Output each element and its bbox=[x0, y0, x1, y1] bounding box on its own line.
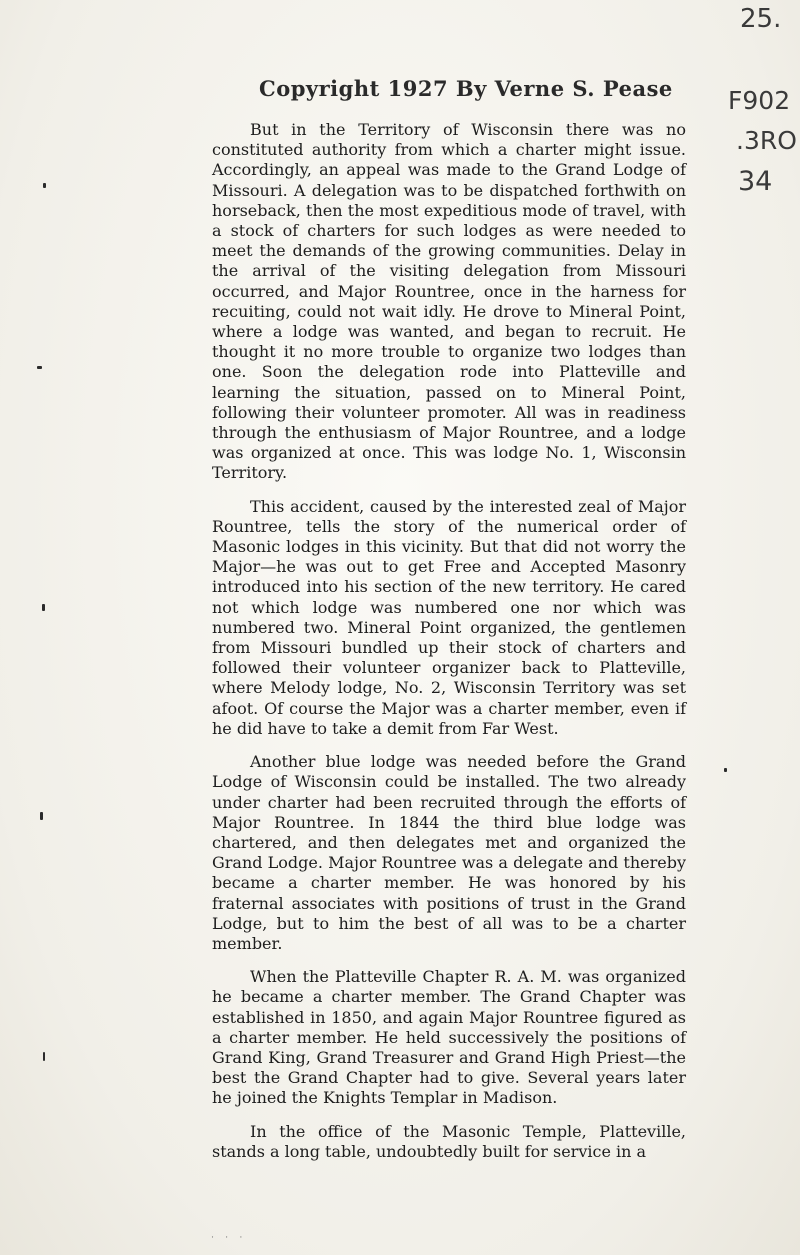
handwritten-call-number-2: .3RO bbox=[736, 126, 797, 155]
scan-speck bbox=[724, 768, 727, 772]
article-body bbox=[212, 120, 686, 1162]
handwritten-call-number-3: 34 bbox=[738, 166, 773, 197]
cut-off-line-fragment: ˙ ˙ ˙ bbox=[210, 1236, 247, 1247]
paragraph: But in the Territory of Wisconsin there was no constituted authority from which a charter might issue. Accordingly, an appeal was made to the Grand Lodge of Missouri. A delegation was to be dispatched forthwith on horseback, then the most expeditious mode of travel, with a stock of charters for such lodges as were needed to meet the demands of the growing communities. Delay in the arrival of the visiting delegation from Missouri occurred, and Major Rountree, once in the harness for recuiting, could not wait idly. He drove to Mineral Point, where a lodge was wanted, and began to recruit. He thought it no more trouble to organize two lodges than one. Soon the delegation rode into Platteville and learning the situation, passed on to Mineral Point, following their volunteer promoter. All was in readiness through the enthusiasm of Major Rountree, and a lodge was organized at once. This was lodge No. 1, Wisconsin Territory. bbox=[212, 120, 686, 483]
scan-speck bbox=[43, 1052, 45, 1061]
paragraph: In the office of the Masonic Temple, Platteville, stands a long table, undoubtedly built for service in a bbox=[212, 1121, 686, 1161]
paragraph: This accident, caused by the interested zeal of Major Rountree, tells the story of the numerical order of Masonic lodges in this vicinity. But that did not worry the Major—he was out to get Free and Accepted Masonry introduced into his section of the new territory. He cared not which lodge was numbered one nor which was numbered two. Mineral Point organized, the gentlemen from Missouri bundled up their stock of charters and followed their volunteer organizer back to Platteville, where Melody lodge, No. 2, Wisconsin Territory was set afoot. Of course the Major was a charter member, even if he did have to take a demit from Far West. bbox=[212, 496, 686, 738]
scan-speck bbox=[42, 604, 45, 611]
scan-speck bbox=[40, 812, 43, 820]
paragraph: Another blue lodge was needed before the Grand Lodge of Wisconsin could be installed. The two already under charter had been recruited through the efforts of Major Rountree. In 1844 the third blue lodge was chartered, and then delegates met and organized the Grand Lodge. Major Rountree was a delegate and thereby became a charter member. He was honored by his fraternal associates with positions of trust in the Grand Lodge, but to him the best of all was to be a charter member. bbox=[212, 752, 686, 953]
paragraph: When the Platteville Chapter R. A. M. was organized he became a charter member. The Grand Chapter was established in 1850, and again Major Rountree figured as a charter member. He held successively the positions of Grand King, Grand Treasurer and Grand High Priest—the best the Grand Chapter had to give. Several years later he joined the Knights Templar in Madison. bbox=[212, 967, 686, 1108]
scan-speck bbox=[37, 366, 42, 369]
scan-speck bbox=[43, 183, 46, 188]
copyright-heading: Copyright 1927 By Verne S. Pease bbox=[259, 76, 673, 101]
handwritten-call-number-1: F902 bbox=[728, 86, 791, 115]
handwritten-page-number: 25. bbox=[740, 4, 782, 34]
